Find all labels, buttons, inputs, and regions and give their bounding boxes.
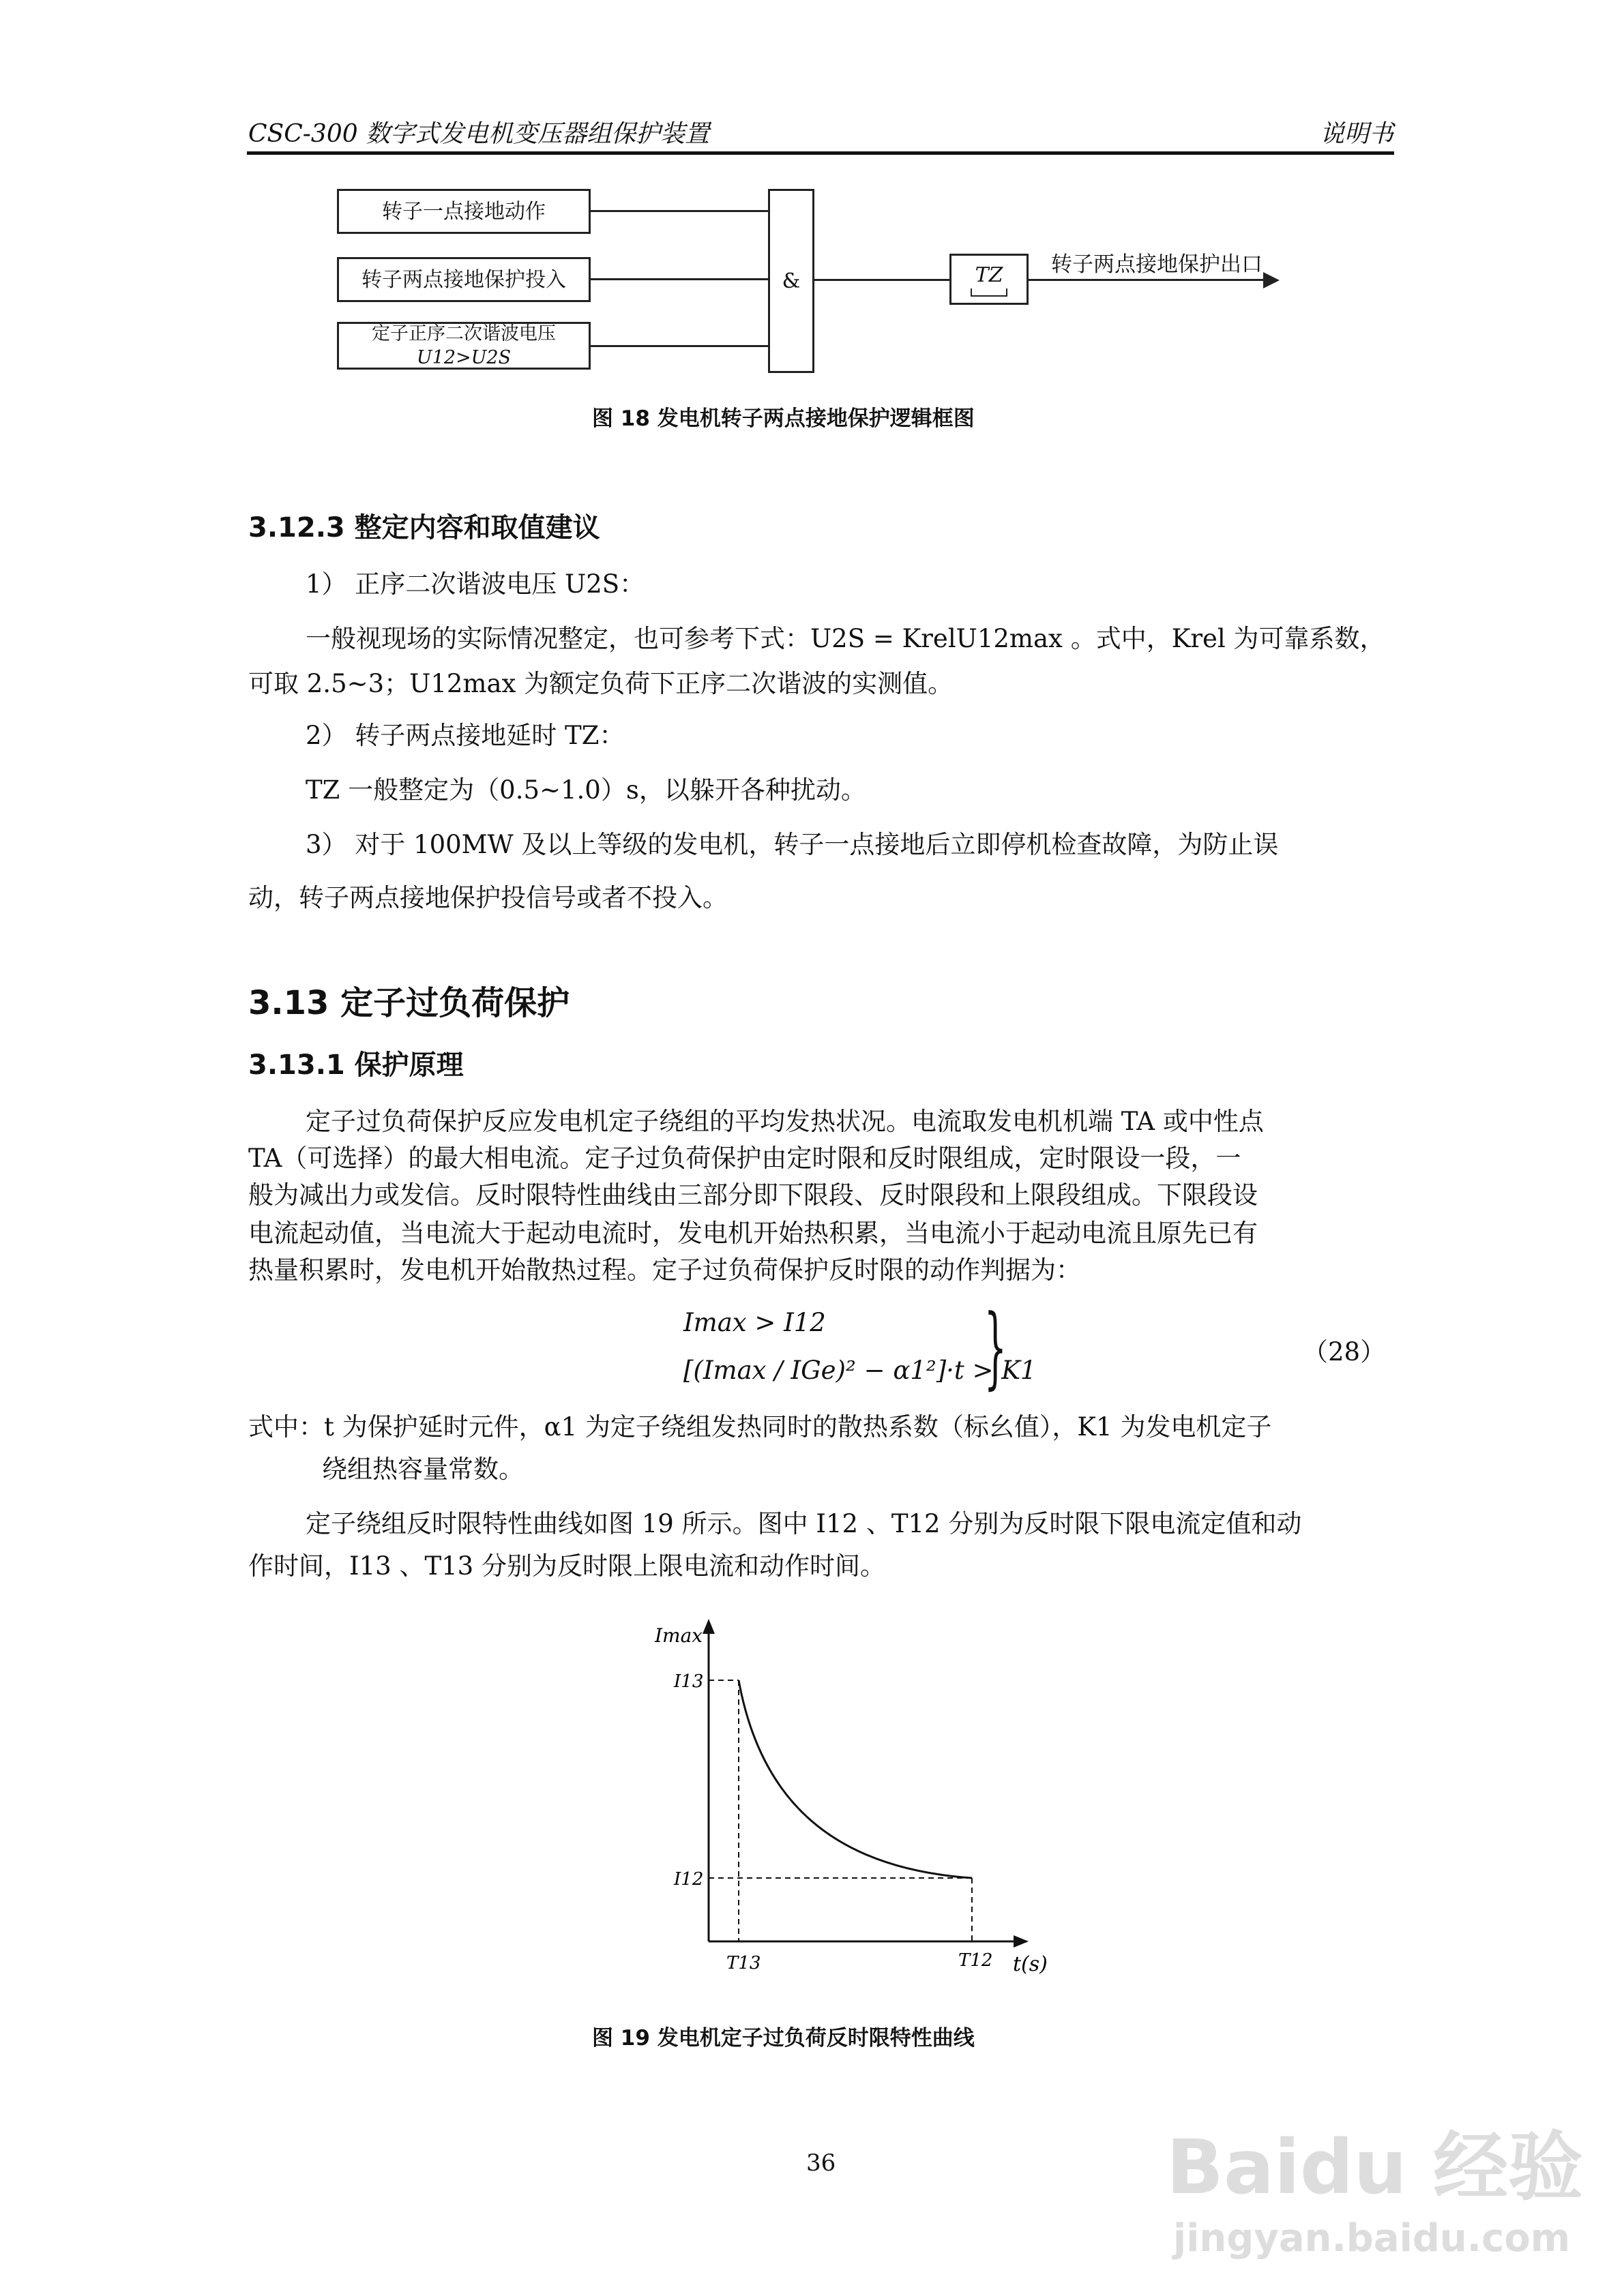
input-formula: U12>U2S bbox=[416, 347, 512, 368]
wire bbox=[591, 345, 768, 347]
output-wire bbox=[1029, 279, 1267, 281]
x-axis-arrow-icon bbox=[1014, 1935, 1029, 1948]
timer-bracket-icon bbox=[971, 288, 1007, 297]
arrow-head-icon bbox=[1263, 272, 1280, 288]
text-line: 3） 对于 100MW 及以上等级的发电机，转子一点接地后立即停机检查故障，为防止误 bbox=[306, 830, 1279, 859]
timer-box bbox=[949, 254, 1029, 305]
header-right: 说明书 bbox=[1319, 120, 1393, 148]
text-line: 动，转子两点接地保护投信号或者不投入。 bbox=[248, 883, 728, 912]
input-label: 定子正序二次谐波电压 bbox=[372, 323, 556, 344]
input-box-2 bbox=[337, 257, 591, 302]
text-line: 热量积累时，发电机开始散热过程。定子过负荷保护反时限的动作判据为： bbox=[248, 1255, 1081, 1285]
section-heading-3-13: 3.13 定子过负荷保护 bbox=[248, 984, 570, 1022]
formula-line-2: [(Imax / IGe)² − α1²]·t > K1 bbox=[683, 1356, 1037, 1385]
figure-19-curve bbox=[614, 1609, 1091, 1991]
t12-label: T12 bbox=[958, 1950, 993, 1971]
and-gate bbox=[768, 189, 814, 373]
timer-label: TZ bbox=[975, 263, 1003, 287]
input-label: 转子两点接地保护投入 bbox=[361, 267, 566, 292]
equation-number: （28） bbox=[1303, 1337, 1386, 1367]
inverse-time-curve bbox=[739, 1680, 972, 1878]
output-label: 转子两点接地保护出口 bbox=[1051, 252, 1263, 277]
header-rule bbox=[247, 151, 1394, 155]
input-box-1 bbox=[337, 189, 591, 234]
wire bbox=[814, 279, 949, 281]
section-heading-3-13-1: 3.13.1 保护原理 bbox=[248, 1049, 464, 1081]
watermark-url: jingyan.baidu.com bbox=[1173, 2216, 1571, 2261]
i12-label: I12 bbox=[674, 1869, 704, 1890]
header-title: CSC-300 数字式发电机变压器组保护装置 bbox=[248, 120, 710, 148]
text-line: 式中：t 为保护延时元件，α1 为定子绕组发热同时的散热系数（标幺值），K1 为发电机定子 bbox=[248, 1412, 1272, 1442]
input-label: 转子一点接地动作 bbox=[382, 199, 546, 224]
text-line: 作时间，I13 、T13 分别为反时限上限电流和动作时间。 bbox=[248, 1551, 885, 1581]
text-line: 2） 转子两点接地延时 TZ： bbox=[306, 721, 625, 750]
text-line: TA（可选择）的最大相电流。定子过负荷保护由定时限和反时限组成，定时限设一段，一 bbox=[248, 1144, 1241, 1173]
brace-icon: } bbox=[984, 1295, 1007, 1399]
y-axis-arrow-icon bbox=[703, 1619, 715, 1634]
watermark-logo: Baidu 经验 bbox=[1166, 2123, 1584, 2211]
wire bbox=[591, 278, 768, 280]
i13-label: I13 bbox=[674, 1671, 704, 1692]
figure-19-caption: 图 19 发电机定子过负荷反时限特性曲线 bbox=[592, 2026, 975, 2051]
x-axis-label: t(s) bbox=[1013, 1952, 1048, 1976]
and-symbol: & bbox=[782, 269, 801, 293]
text-line: 一般视现场的实际情况整定，也可参考下式：U2S = KrelU12max 。式中，Krel 为可靠系数， bbox=[306, 624, 1385, 653]
text-line: 电流起动值，当电流大于起动电流时，发电机开始热积累，当电流小于起动电流且原先已有 bbox=[248, 1219, 1258, 1248]
t13-label: T13 bbox=[726, 1953, 761, 1973]
text-line: 般为减出力或发信。反时限特性曲线由三部分即下限段、反时限段和上限段组成。下限段设 bbox=[248, 1180, 1258, 1210]
text-line: 绕组热容量常数。 bbox=[322, 1455, 524, 1484]
text-line: 定子绕组反时限特性曲线如图 19 所示。图中 I12 、T12 分别为反时限下限电流定值和动 bbox=[306, 1509, 1302, 1538]
text-line: 可取 2.5~3；U12max 为额定负荷下正序二次谐波的实测值。 bbox=[248, 669, 954, 698]
text-line: TZ 一般整定为（0.5~1.0）s，以躲开各种扰动。 bbox=[306, 775, 866, 805]
text-line: 定子过负荷保护反应发电机定子绕组的平均发热状况。电流取发电机机端 TA 或中性点 bbox=[306, 1107, 1264, 1136]
formula-line-1: Imax > I12 bbox=[683, 1308, 826, 1337]
wire bbox=[591, 210, 768, 212]
text-line: 1） 正序二次谐波电压 U2S： bbox=[306, 569, 645, 599]
page-number: 36 bbox=[806, 2149, 836, 2177]
figure-18-caption: 图 18 发电机转子两点接地保护逻辑框图 bbox=[592, 406, 975, 431]
section-heading-3-12-3: 3.12.3 整定内容和取值建议 bbox=[248, 512, 600, 543]
y-axis-label: Imax bbox=[655, 1624, 703, 1647]
input-box-3 bbox=[337, 322, 591, 370]
